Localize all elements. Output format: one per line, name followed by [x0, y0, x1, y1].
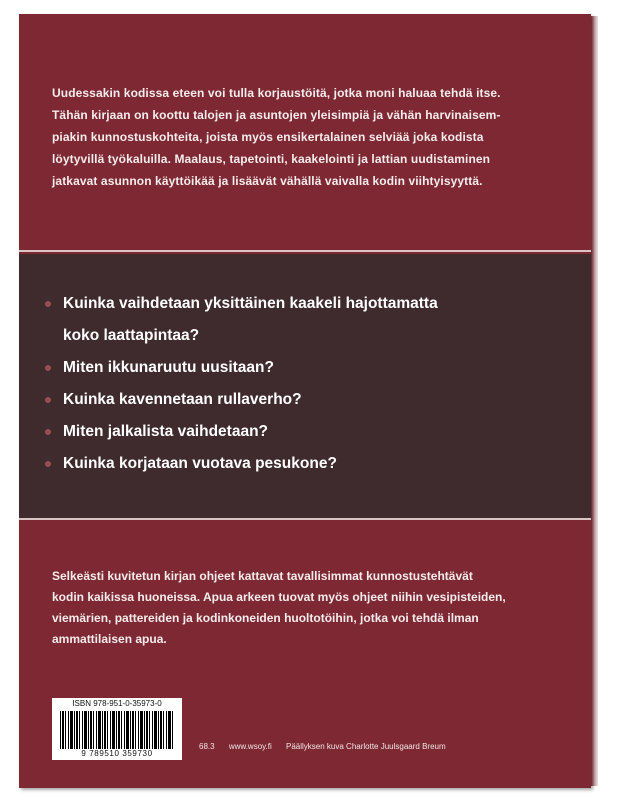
bullet-icon	[45, 429, 51, 435]
question-text-continued: koko laattapintaa?	[63, 327, 200, 344]
question-text: Miten ikkunaruutu uusitaan?	[63, 359, 274, 376]
question-text: Kuinka korjataan vuotava pesukone?	[63, 455, 337, 472]
book-back-cover	[19, 14, 591, 788]
barcode	[52, 698, 182, 760]
question-text: Kuinka vaihdetaan yksittäinen kaakeli hajottamatta	[63, 295, 438, 312]
intro-panel	[19, 14, 591, 250]
bullet-icon	[45, 365, 51, 371]
publisher-website: www.wsoy.fi	[228, 742, 272, 751]
barcode-bars-icon	[60, 711, 174, 749]
cover-photo-credit: Päällyksen kuva Charlotte Juulsgaard Breum	[286, 742, 446, 751]
list-item	[41, 352, 581, 384]
bullet-icon	[45, 397, 51, 403]
description-panel	[19, 520, 591, 788]
list-item	[41, 384, 581, 416]
question-text: Miten jalkalista vaihdetaan?	[63, 423, 269, 440]
bullet-icon	[45, 301, 51, 307]
barcode-digits: 9 789510 359730	[81, 749, 153, 758]
list-item	[41, 416, 581, 448]
footer-info	[199, 742, 458, 751]
isbn-label: ISBN 978-951-0-35973-0	[72, 699, 162, 708]
classification-code: 68.3	[199, 742, 215, 751]
list-item	[41, 448, 581, 480]
divider-top	[19, 250, 591, 252]
question-list	[41, 288, 581, 480]
intro-text: Uudessakin kodissa eteen voi tulla korjaustöitä, jotka moni haluaa tehdä itse. Tähän kirjaan on koottu talojen ja asuntojen yleisimpiä ja vähän harvinaisem- piakin kunnostuskohteita, joista myös ensikertalainen selviää joka kodista löytyvillä työkaluilla. Maalaus, tapetointi, kaakelointi ja lattian uudistaminen jatkavat asunnon käyttöikää ja lisäävät vähällä vaivalla kodin viihtyisyyttä.	[52, 86, 501, 188]
question-text: Kuinka kavennetaan rullaverho?	[63, 391, 302, 408]
description-text: Selkeästi kuvitetun kirjan ohjeet kattavat tavallisimmat kunnostustehtävät kodin kaikissa huoneissa. Apua arkeen tuovat myös ohjeet niihin vesipisteiden, viemärien, pattereiden ja kodinkoneiden huoltotöihin, jotka voi tehdä ilman ammattilaisen apua.	[52, 569, 506, 646]
questions-panel	[19, 254, 591, 518]
list-item	[41, 288, 581, 352]
book-spine-edge	[591, 16, 598, 786]
bullet-icon	[45, 461, 51, 467]
